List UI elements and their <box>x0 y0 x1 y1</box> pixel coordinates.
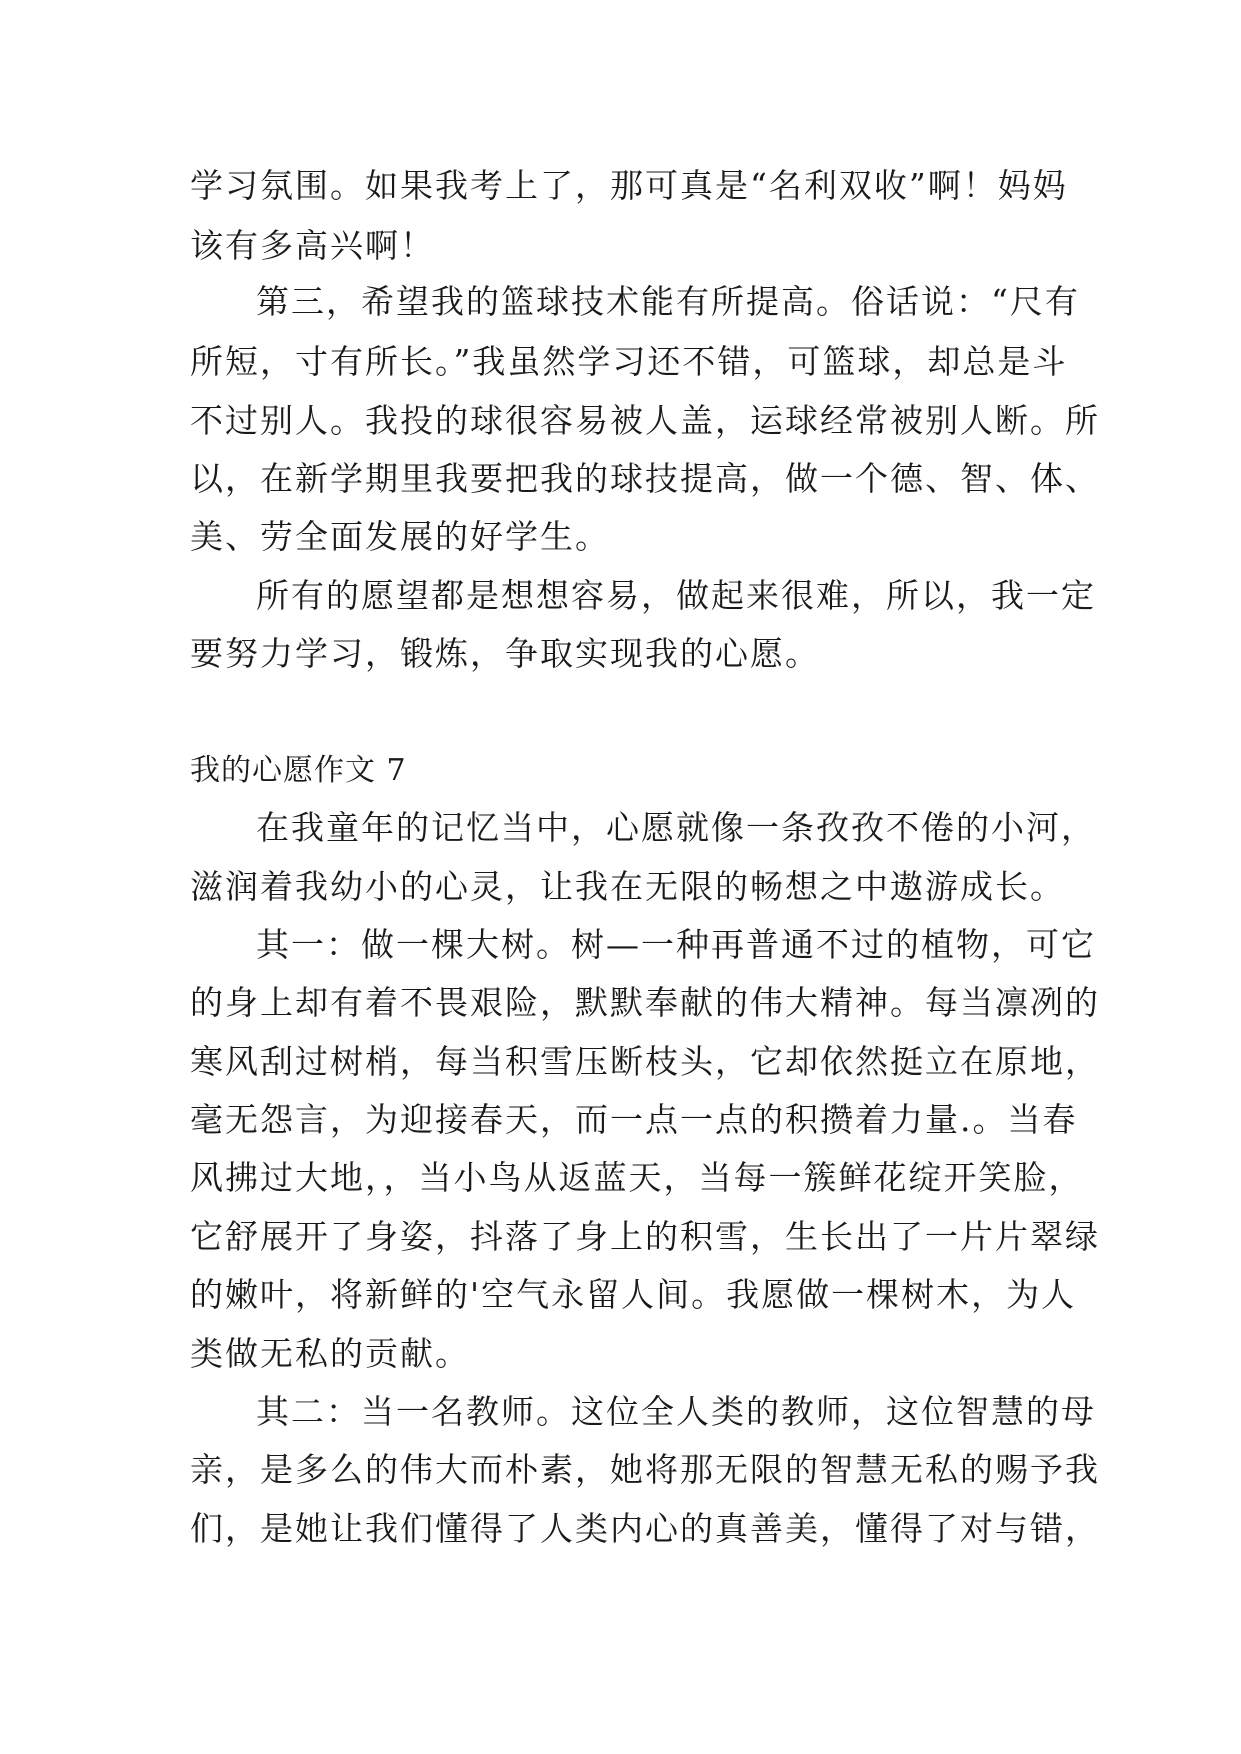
text-line: 第三，希望我的篮球技术能有所提高。俗话说：“尺有 <box>256 282 1080 321</box>
text-line: 所有的愿望都是想想容易，做起来很难，所以，我一定 <box>256 576 1096 615</box>
text-line: 所短，寸有所长。”我虽然学习还不错，可篮球，却总是斗 <box>190 342 1068 381</box>
text-line: 寒风刮过树梢，每当积雪压断枝头，它却依然挺立在原地， <box>190 1042 1100 1081</box>
text-line: 其一：做一棵大树。树—一种再普通不过的植物，可它 <box>256 925 1096 964</box>
text-line: 风拂过大地，，当小鸟从返蓝天，当每一簇鲜花绽开笑脸， <box>190 1158 1084 1197</box>
text-line: 美、劳全面发展的好学生。 <box>190 517 610 556</box>
text-line: 的嫩叶，将新鲜的'空气永留人间。我愿做一棵树木，为人 <box>190 1275 1077 1314</box>
text-line: 的身上却有着不畏艰险，默默奉献的伟大精神。每当凛冽的 <box>190 983 1100 1022</box>
text-line: 以，在新学期里我要把我的球技提高，做一个德、智、体、 <box>190 459 1100 498</box>
text-line: 类做无私的贡献。 <box>190 1334 470 1373</box>
text-line: 要努力学习，锻炼，争取实现我的心愿。 <box>190 634 820 673</box>
section-heading: 我的心愿作文 7 <box>190 753 407 788</box>
text-line: 不过别人。我投的球很容易被人盖，运球经常被别人断。所 <box>190 401 1100 440</box>
text-line: 该有多高兴啊！ <box>190 226 435 265</box>
text-line: 学习氛围。如果我考上了，那可真是“名利双收”啊！妈妈 <box>190 166 1068 205</box>
text-line: 们，是她让我们懂得了人类内心的真善美，懂得了对与错， <box>190 1509 1100 1548</box>
text-line: 其二：当一名教师。这位全人类的教师，这位智慧的母 <box>256 1392 1096 1431</box>
text-line: 滋润着我幼小的心灵，让我在无限的畅想之中遨游成长。 <box>190 867 1065 906</box>
text-line: 亲，是多么的伟大而朴素，她将那无限的智慧无私的赐予我 <box>190 1450 1100 1489</box>
text-line: 毫无怨言，为迎接春天，而一点一点的积攒着力量.。当春 <box>190 1100 1078 1139</box>
text-line: 它舒展开了身姿，抖落了身上的积雪，生长出了一片片翠绿 <box>190 1217 1100 1256</box>
text-line: 在我童年的记忆当中，心愿就像一条孜孜不倦的小河， <box>256 808 1096 847</box>
